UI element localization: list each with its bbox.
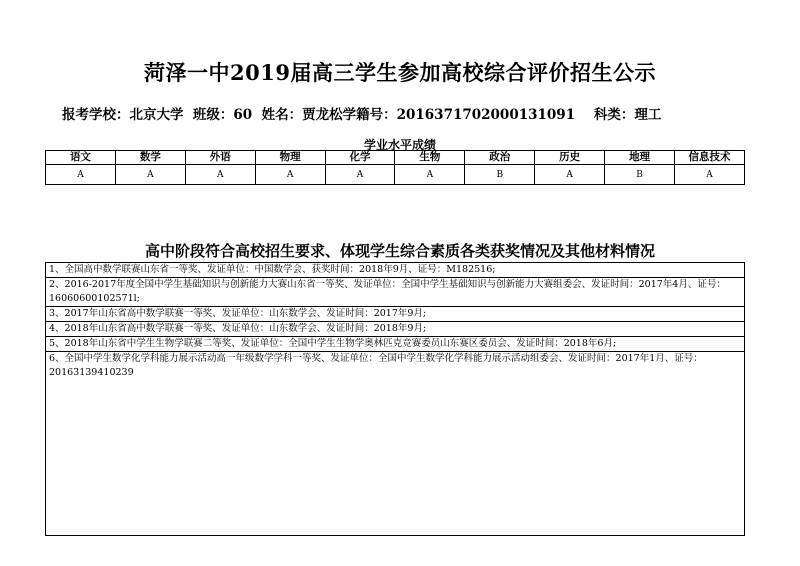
- award-item: 6、全国中学生数学化学科能力展示活动高一年级数学学科一等奖、发证单位：全国中学生数学化学科能力展示活动组委会、发证时间：2017年1月、证号：20163139410239: [49, 353, 703, 378]
- name-value: 贾龙松: [302, 107, 343, 123]
- grade-value: A: [255, 165, 325, 185]
- id-label: 学籍号：: [342, 107, 397, 123]
- grade-value: B: [605, 165, 675, 185]
- grade-value: A: [675, 165, 745, 185]
- grade-value: A: [535, 165, 605, 185]
- grade-header: 外语: [185, 151, 255, 165]
- student-info: [62, 103, 762, 123]
- grades-value-row: [46, 165, 745, 185]
- category-label: 科类：: [593, 107, 635, 123]
- class-label: 班级：: [192, 107, 234, 123]
- grade-header: 化学: [325, 151, 395, 165]
- class-value: 60: [233, 107, 253, 123]
- award-item: 5、2018年山东省中学生生物学联赛二等奖、发证单位：全国中学生生物学奥林匹克竞赛委员山东赛区委员会、发证时间：2018年6月;: [46, 337, 744, 352]
- grade-header: 历史: [535, 151, 605, 165]
- grade-value: B: [465, 165, 535, 185]
- page-title: 菏泽一中2019届高三学生参加高校综合评价招生公示: [144, 60, 656, 85]
- grade-header: 物理: [255, 151, 325, 165]
- award-item: 2、2016-2017年度全国中学生基础知识与创新能力大赛山东省一等奖、发证单位：全国中学生基础知识与创新能力大赛组委会、发证时间：2017年4月、证号：16060600102571l;: [46, 278, 744, 307]
- grade-header: 政治: [465, 151, 535, 165]
- grade-header: 信息技术: [675, 151, 745, 165]
- school-value: 北京大学: [129, 107, 184, 123]
- grade-value: A: [325, 165, 395, 185]
- grade-header: 生物: [395, 151, 465, 165]
- grade-header: 地理: [605, 151, 675, 165]
- grade-header: 语文: [46, 151, 116, 165]
- category-value: 理工: [634, 107, 662, 123]
- grade-header: 数学: [115, 151, 185, 165]
- grade-value: A: [115, 165, 185, 185]
- grades-title: 学业水平成绩: [363, 138, 436, 152]
- awards-box: [45, 262, 745, 536]
- id-value: 2016371702000131091: [396, 107, 576, 123]
- award-item: 4、2018年山东省高中数学联赛一等奖、发证单位：山东数学会、发证时间：2018年9月;: [46, 322, 744, 337]
- grade-value: A: [185, 165, 255, 185]
- school-label: 报考学校：: [62, 107, 130, 123]
- grade-value: A: [395, 165, 465, 185]
- awards-title: 高中阶段符合高校招生要求、体现学生综合素质各类获奖情况及其他材料情况: [144, 242, 655, 260]
- grade-value: A: [46, 165, 116, 185]
- award-item: 1、全国高中数学联赛山东省一等奖、发证单位：中国数学会、获奖时间：2018年9月、证号：M182516;: [46, 263, 744, 278]
- grades-table: [45, 150, 745, 185]
- grades-header-row: [46, 151, 745, 165]
- name-label: 姓名：: [261, 107, 303, 123]
- award-item: 3、2017年山东省高中数学联赛一等奖、发证单位：山东数学会、发证时间：2017年9月;: [46, 307, 744, 322]
